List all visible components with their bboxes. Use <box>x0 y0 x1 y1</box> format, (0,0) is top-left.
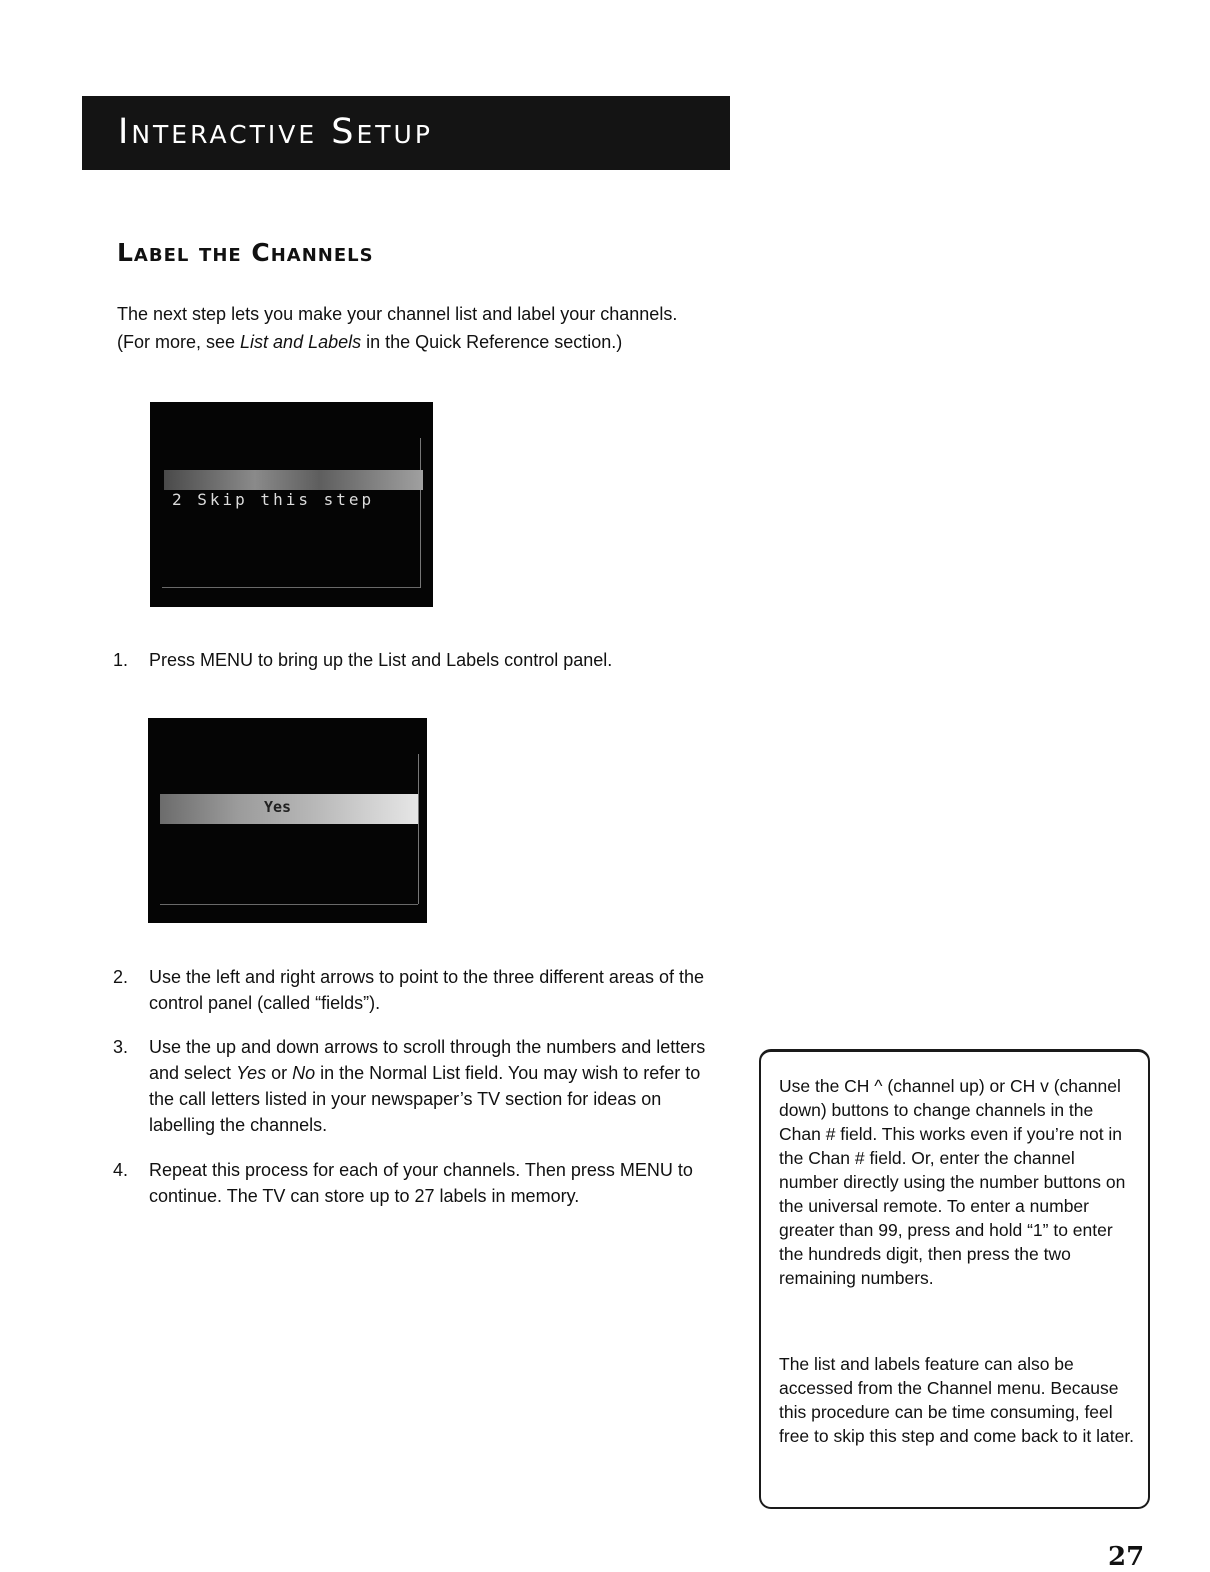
tv-screen-setup-menu <box>150 402 433 607</box>
tip-sidebar-box <box>759 1049 1150 1509</box>
screen-frame-bottom <box>160 904 418 905</box>
step-text: Repeat this process for each of your channels. Then press MENU to continue. The TV can store up to 27 labels in memory. <box>149 1160 693 1206</box>
step-number: 2. <box>113 967 129 987</box>
step-3 <box>113 1034 723 1138</box>
step-text-yes: Yes <box>236 1063 267 1083</box>
intro-line-1: The next step lets you make your channel list and label your channels. <box>117 304 678 324</box>
menu-item-skip: 2 Skip this step <box>172 490 375 509</box>
step-text: Press MENU to bring up the List and Labels control panel. <box>149 650 613 670</box>
section-title: Label the Channels <box>117 238 374 267</box>
step-number: 1. <box>113 650 129 670</box>
step-text-part: or <box>266 1063 293 1083</box>
step-text-part: in the Normal List field. You may wish to refer to the call letters listed in your newspaper’s TV section for ideas on labelling the channels. <box>149 1063 701 1135</box>
menu-highlight-bar <box>164 470 423 490</box>
intro-line-2-post: in the Quick Reference section.) <box>361 332 623 352</box>
section-banner <box>82 96 730 170</box>
step-number: 4. <box>113 1160 129 1180</box>
step-text: Use the left and right arrows to point to the three different areas of the control panel (called “fields”). <box>149 967 704 1013</box>
screen-frame-right <box>420 438 421 588</box>
page-number: 27 <box>1108 1542 1145 1572</box>
tv-screen-list-labels-panel <box>148 718 427 923</box>
intro-paragraph <box>117 300 757 356</box>
intro-reference: List and Labels <box>240 332 362 352</box>
step-1 <box>113 647 723 673</box>
banner-title: Interactive Setup <box>118 112 433 152</box>
tip-paragraph-1: Use the CH ^ (channel up) or CH v (channel down) buttons to change channels in the Chan # field. This works even if you’re not in the Chan # field. Or, enter the channel number directly using the number buttons on the universal remote. To enter a number greater than 99, press and hold “1” to enter the hundreds digit, then press the two remaining numbers. <box>779 1076 1126 1288</box>
step-text-no: No <box>292 1063 316 1083</box>
step-number: 3. <box>113 1037 129 1057</box>
tip-paragraph-2: The list and labels feature can also be accessed from the Channel menu. Because this procedure can be time consuming, feel free to skip this step and come back to it later. <box>779 1354 1135 1446</box>
step-2 <box>113 964 723 1016</box>
screen-frame-bottom <box>162 587 420 588</box>
step-text-part: Use the up and down arrows to scroll through the numbers and letters and select <box>149 1037 706 1083</box>
step-text <box>149 1034 723 1138</box>
normal-list-value: Yes <box>264 798 292 816</box>
screen-frame-right <box>418 754 419 904</box>
step-4 <box>113 1157 723 1209</box>
intro-line-2-pre: (For more, see <box>117 332 241 352</box>
